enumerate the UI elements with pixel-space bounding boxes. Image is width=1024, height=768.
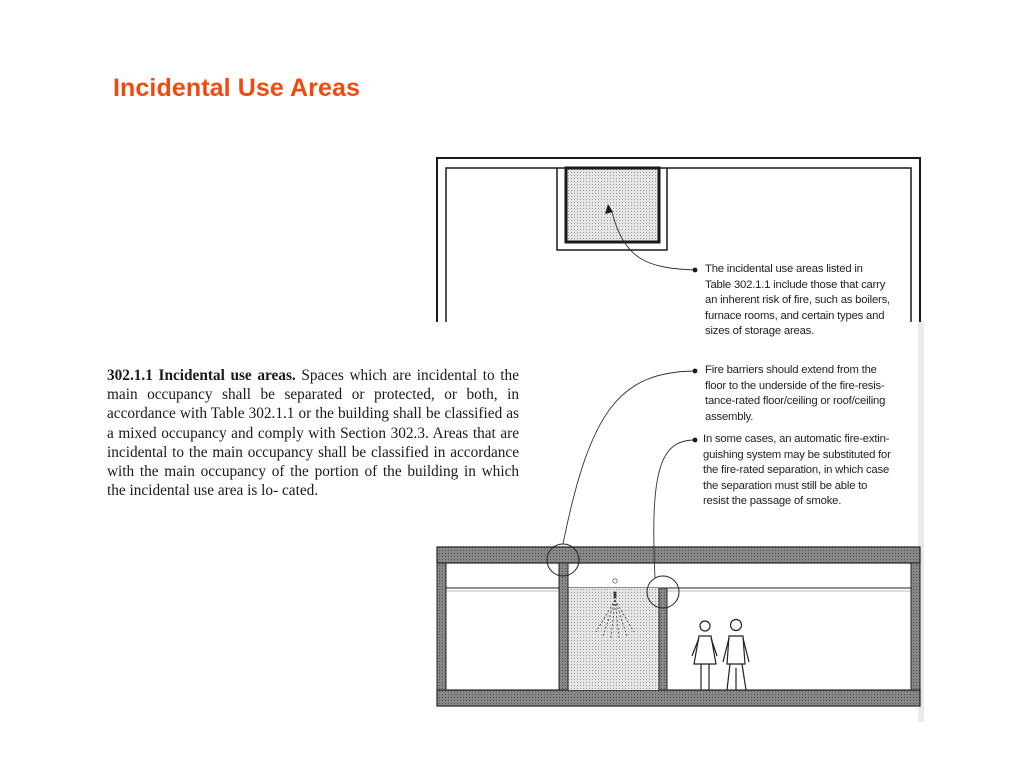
fire-barrier-left — [559, 563, 568, 690]
code-line: cated. — [282, 482, 319, 500]
note-fire-extinguishing: In some cases, an automatic fire-extin- guishing system may be substituted for the fire-rated separation, in which case the separation must still be able to resist the passage of smoke. — [703, 433, 891, 508]
building-section — [437, 544, 920, 706]
code-line: both, in accordance with Table 302.1.1 or the building shall — [107, 386, 519, 423]
ceiling-slab — [437, 547, 920, 563]
code-line: be classified as a mixed occupancy and comply with Section — [107, 405, 519, 442]
code-line: to the main occupancy shall be separated or protected, or — [107, 367, 519, 404]
code-line: be classified in accordance with the main occupancy of the — [107, 443, 520, 481]
floor-slab — [437, 690, 920, 706]
leader-fire-barrier — [563, 371, 695, 544]
code-line: Spaces which are incidental — [301, 367, 478, 384]
person-female-icon — [692, 621, 717, 690]
partition-right — [659, 588, 667, 690]
person-male-icon — [723, 620, 749, 691]
code-line: portion of the building in which the incidental use area is lo- — [107, 463, 520, 500]
note-fire-barriers: Fire barriers should extend from the floor to the underside of the fire-resis- tance-rated floor/ceiling or roof/ceiling assembly. — [705, 364, 886, 423]
code-line: 302.3. Areas that are incidental to the main occupancy shall — [107, 424, 520, 461]
code-section-heading: 302.1.1 Incidental use areas. — [107, 367, 296, 384]
page-title: Incidental Use Areas — [113, 74, 361, 102]
note-incidental-use-areas: The incidental use areas listed in Table 302.1.1 include those that carry an inherent risk of fire, such as boilers, furnace rooms, and certain types and sizes of storage areas. — [705, 263, 890, 338]
incidental-room-section — [568, 588, 659, 690]
left-wall — [437, 563, 446, 690]
incidental-use-room — [566, 168, 659, 242]
bullet-icons — [693, 268, 698, 443]
right-wall — [911, 563, 920, 690]
